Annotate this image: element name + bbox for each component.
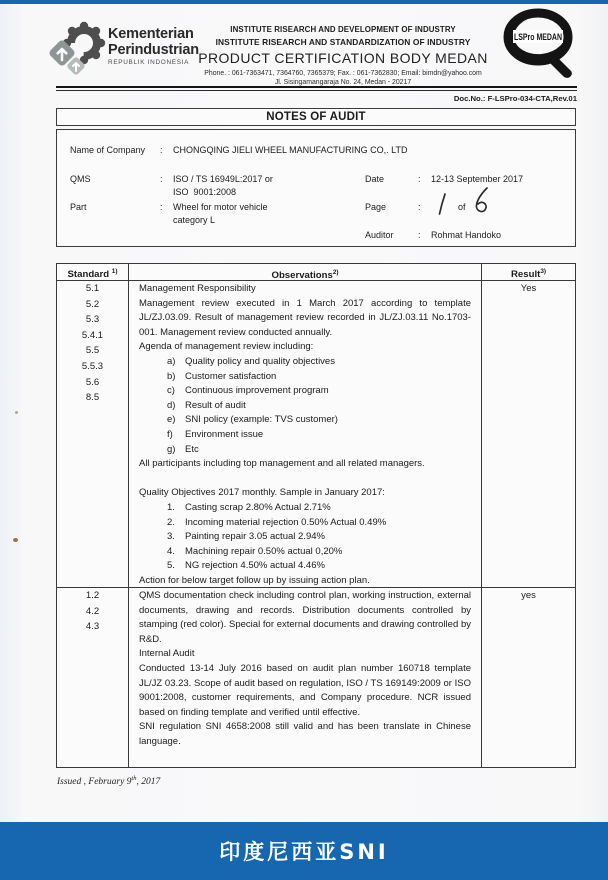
observation-paragraph: Action for below target follow up by issuing action plan. xyxy=(139,574,370,586)
colon: : xyxy=(418,174,421,184)
list-item: c) Continuous improvement program xyxy=(167,385,329,397)
result-header-sup: 3) xyxy=(540,268,546,275)
auditor-label: Auditor xyxy=(365,230,394,240)
standard-value: 4.3 xyxy=(85,621,100,633)
observation-paragraph: SNI regulation SNI 4658:2008 still valid and has been translate in Chinese language. xyxy=(139,721,471,747)
ministry-of-industry-logo xyxy=(48,20,106,81)
blank-line xyxy=(139,472,471,487)
standard-value: 5.5 xyxy=(85,345,100,357)
page-of-label: of xyxy=(458,202,466,212)
gear-icon xyxy=(48,20,106,76)
standard-value: 5.4.1 xyxy=(81,329,104,341)
list-item: g) Etc xyxy=(167,443,199,455)
lspro-q-icon xyxy=(498,4,580,84)
standard-value: 5.6 xyxy=(85,376,100,388)
letterhead-divider xyxy=(56,86,577,91)
letterhead xyxy=(178,25,508,86)
institute-line2: INSTITUTE RISEARCH AND STANDARDIZATION OF INDUSTRY xyxy=(215,37,471,47)
part-label: Part xyxy=(70,202,87,212)
list-item: e) SNI policy (example: TVS customer) xyxy=(167,414,338,426)
standard-value: 5.1 xyxy=(85,283,100,294)
page-label: Page xyxy=(365,202,387,212)
table-header-row xyxy=(57,264,575,281)
institute-line1: INSTITUTE RISEARCH AND DEVELOPMENT OF INDUSTRY xyxy=(230,25,456,34)
observation-paragraph: All participants including top management and all related managers. xyxy=(139,458,425,470)
list-item: 2. Incoming material rejection 0.50% Actual 0.49% xyxy=(167,516,387,528)
contact-line: Phone. : 061-7363471, 7364760, 7365379; Fax. : 061-7362830; Email: bimdn@yahoo.com xyxy=(204,70,482,77)
issued-prefix: Issued , February 9 xyxy=(57,777,132,788)
table-row xyxy=(57,588,575,767)
observation-paragraph: Agenda of management review including: xyxy=(139,341,314,353)
result-column-header xyxy=(482,264,575,280)
standard-header-sup: 1) xyxy=(111,268,118,275)
result-value: Yes xyxy=(520,283,537,294)
colon: : xyxy=(418,230,421,240)
observation-paragraph: Quality Objectives 2017 monthly. Sample in January 2017: xyxy=(139,487,385,499)
result-cell xyxy=(482,281,575,587)
table-row xyxy=(57,281,575,588)
scan-speck xyxy=(13,538,18,542)
company-value: CHONGQING JIELI WHEEL MANUFACTURING CO,. LTD xyxy=(173,145,408,155)
ministry-line2: Perindustrian xyxy=(108,41,199,58)
lspro-logo-text: LSPro MEDAN xyxy=(514,32,562,42)
observation-paragraph: Management Responsibility xyxy=(139,283,256,294)
colon: : xyxy=(160,202,163,212)
banner-text: 印度尼西亚SNI xyxy=(219,840,389,864)
observations-cell xyxy=(129,588,482,767)
standard-value: 5.3 xyxy=(85,314,100,326)
standard-cell xyxy=(57,281,129,587)
observation-paragraph: Management review executed in 1 March 2017 according to template JL/ZJ.03.09. Result of management review recorded in JL/ZJ.03.11 No.1703-001. Management review conducted annually. xyxy=(139,297,471,338)
sni-banner xyxy=(0,822,608,880)
colon: : xyxy=(160,145,163,155)
company-label: Name of Company xyxy=(70,145,146,155)
observation-paragraph: Internal Audit xyxy=(139,648,195,660)
part-value-line2: category L xyxy=(173,215,216,225)
observations-cell xyxy=(129,281,482,587)
standard-value: 5.5.3 xyxy=(81,360,104,372)
issued-suffix: , 2017 xyxy=(136,777,161,788)
issued-ordinal-sup: th xyxy=(131,775,137,782)
list-item: 1. Casting scrap 2.80% Actual 2.71% xyxy=(167,501,331,513)
colon: : xyxy=(160,174,163,184)
result-value: yes xyxy=(521,590,536,601)
standard-value: 4.2 xyxy=(85,605,100,617)
list-item: b) Customer satisfaction xyxy=(167,370,277,382)
date-value: 12-13 September 2017 xyxy=(431,174,524,184)
observation-paragraph: Conducted 13-14 July 2016 based on audit plan number 160718 template JL/JZ 03.23. Scope of audit based on regulation, ISO / TS 169149:2009 or ISO 9001:2008, customer requirements, and Company procedure. NCR issued based on finding template and verified until effective. xyxy=(139,662,471,718)
notes-of-audit-title: NOTES OF AUDIT xyxy=(56,108,576,126)
auditor-value: Rohmat Handoko xyxy=(431,230,502,240)
doc-number: Doc.No.: F-LSPro-034-CTA,Rev.01 xyxy=(453,94,577,103)
standard-value: 1.2 xyxy=(85,590,100,601)
handwritten-page-total xyxy=(472,186,492,218)
result-header-text: Result xyxy=(510,269,541,281)
colon: : xyxy=(418,202,421,212)
date-label: Date xyxy=(365,174,385,184)
ministry-line1: Kementerian xyxy=(108,26,194,42)
qms-value-line1: ISO / TS 16949L:2017 or xyxy=(173,174,273,184)
part-value-line1: Wheel for motor vehicle xyxy=(173,202,268,212)
result-cell xyxy=(482,588,575,767)
issued-date-line xyxy=(57,775,160,787)
ministry-line3: REPUBLIK INDONESIA xyxy=(108,59,190,66)
observation-paragraph: QMS documentation check including control plan, working instruction, external documents, drawing and records. Distribution documents controlled by stamping (red color). Special for external documents and drawing controlled by R&D. xyxy=(139,590,471,645)
standard-column-header xyxy=(57,264,129,280)
handwritten-page-current xyxy=(435,191,449,219)
audit-observations-table xyxy=(56,263,576,768)
audit-info-box xyxy=(56,129,576,247)
qms-label: QMS xyxy=(70,174,91,184)
qms-value-line2: ISO 9001:2008 xyxy=(173,187,237,197)
observations-header-text: Observations xyxy=(271,270,333,282)
standard-cell xyxy=(57,588,129,767)
standard-value: 5.2 xyxy=(85,298,100,310)
certification-body-name: PRODUCT CERTIFICATION BODY MEDAN xyxy=(198,50,488,66)
list-item: 4. Machining repair 0.50% actual 0,20% xyxy=(167,545,343,557)
lspro-medan-logo xyxy=(498,4,580,89)
observations-column-header xyxy=(129,264,482,280)
list-item: d) Result of audit xyxy=(167,399,246,411)
list-item: 3. Painting repair 3.05 actual 2.94% xyxy=(167,531,325,543)
standard-header-text: Standard xyxy=(67,269,112,281)
scan-speck xyxy=(15,411,18,414)
observations-header-sup: 2) xyxy=(332,269,339,276)
standard-value: 8.5 xyxy=(85,392,100,404)
list-item: 5. NG rejection 4.50% actual 4.46% xyxy=(167,560,325,572)
list-item: f) Environment issue xyxy=(167,428,264,440)
address-line: Jl. Sisingamangaraja No. 24, Medan - 20217 xyxy=(274,79,412,86)
list-item: a) Quality policy and quality objectives xyxy=(167,355,335,367)
